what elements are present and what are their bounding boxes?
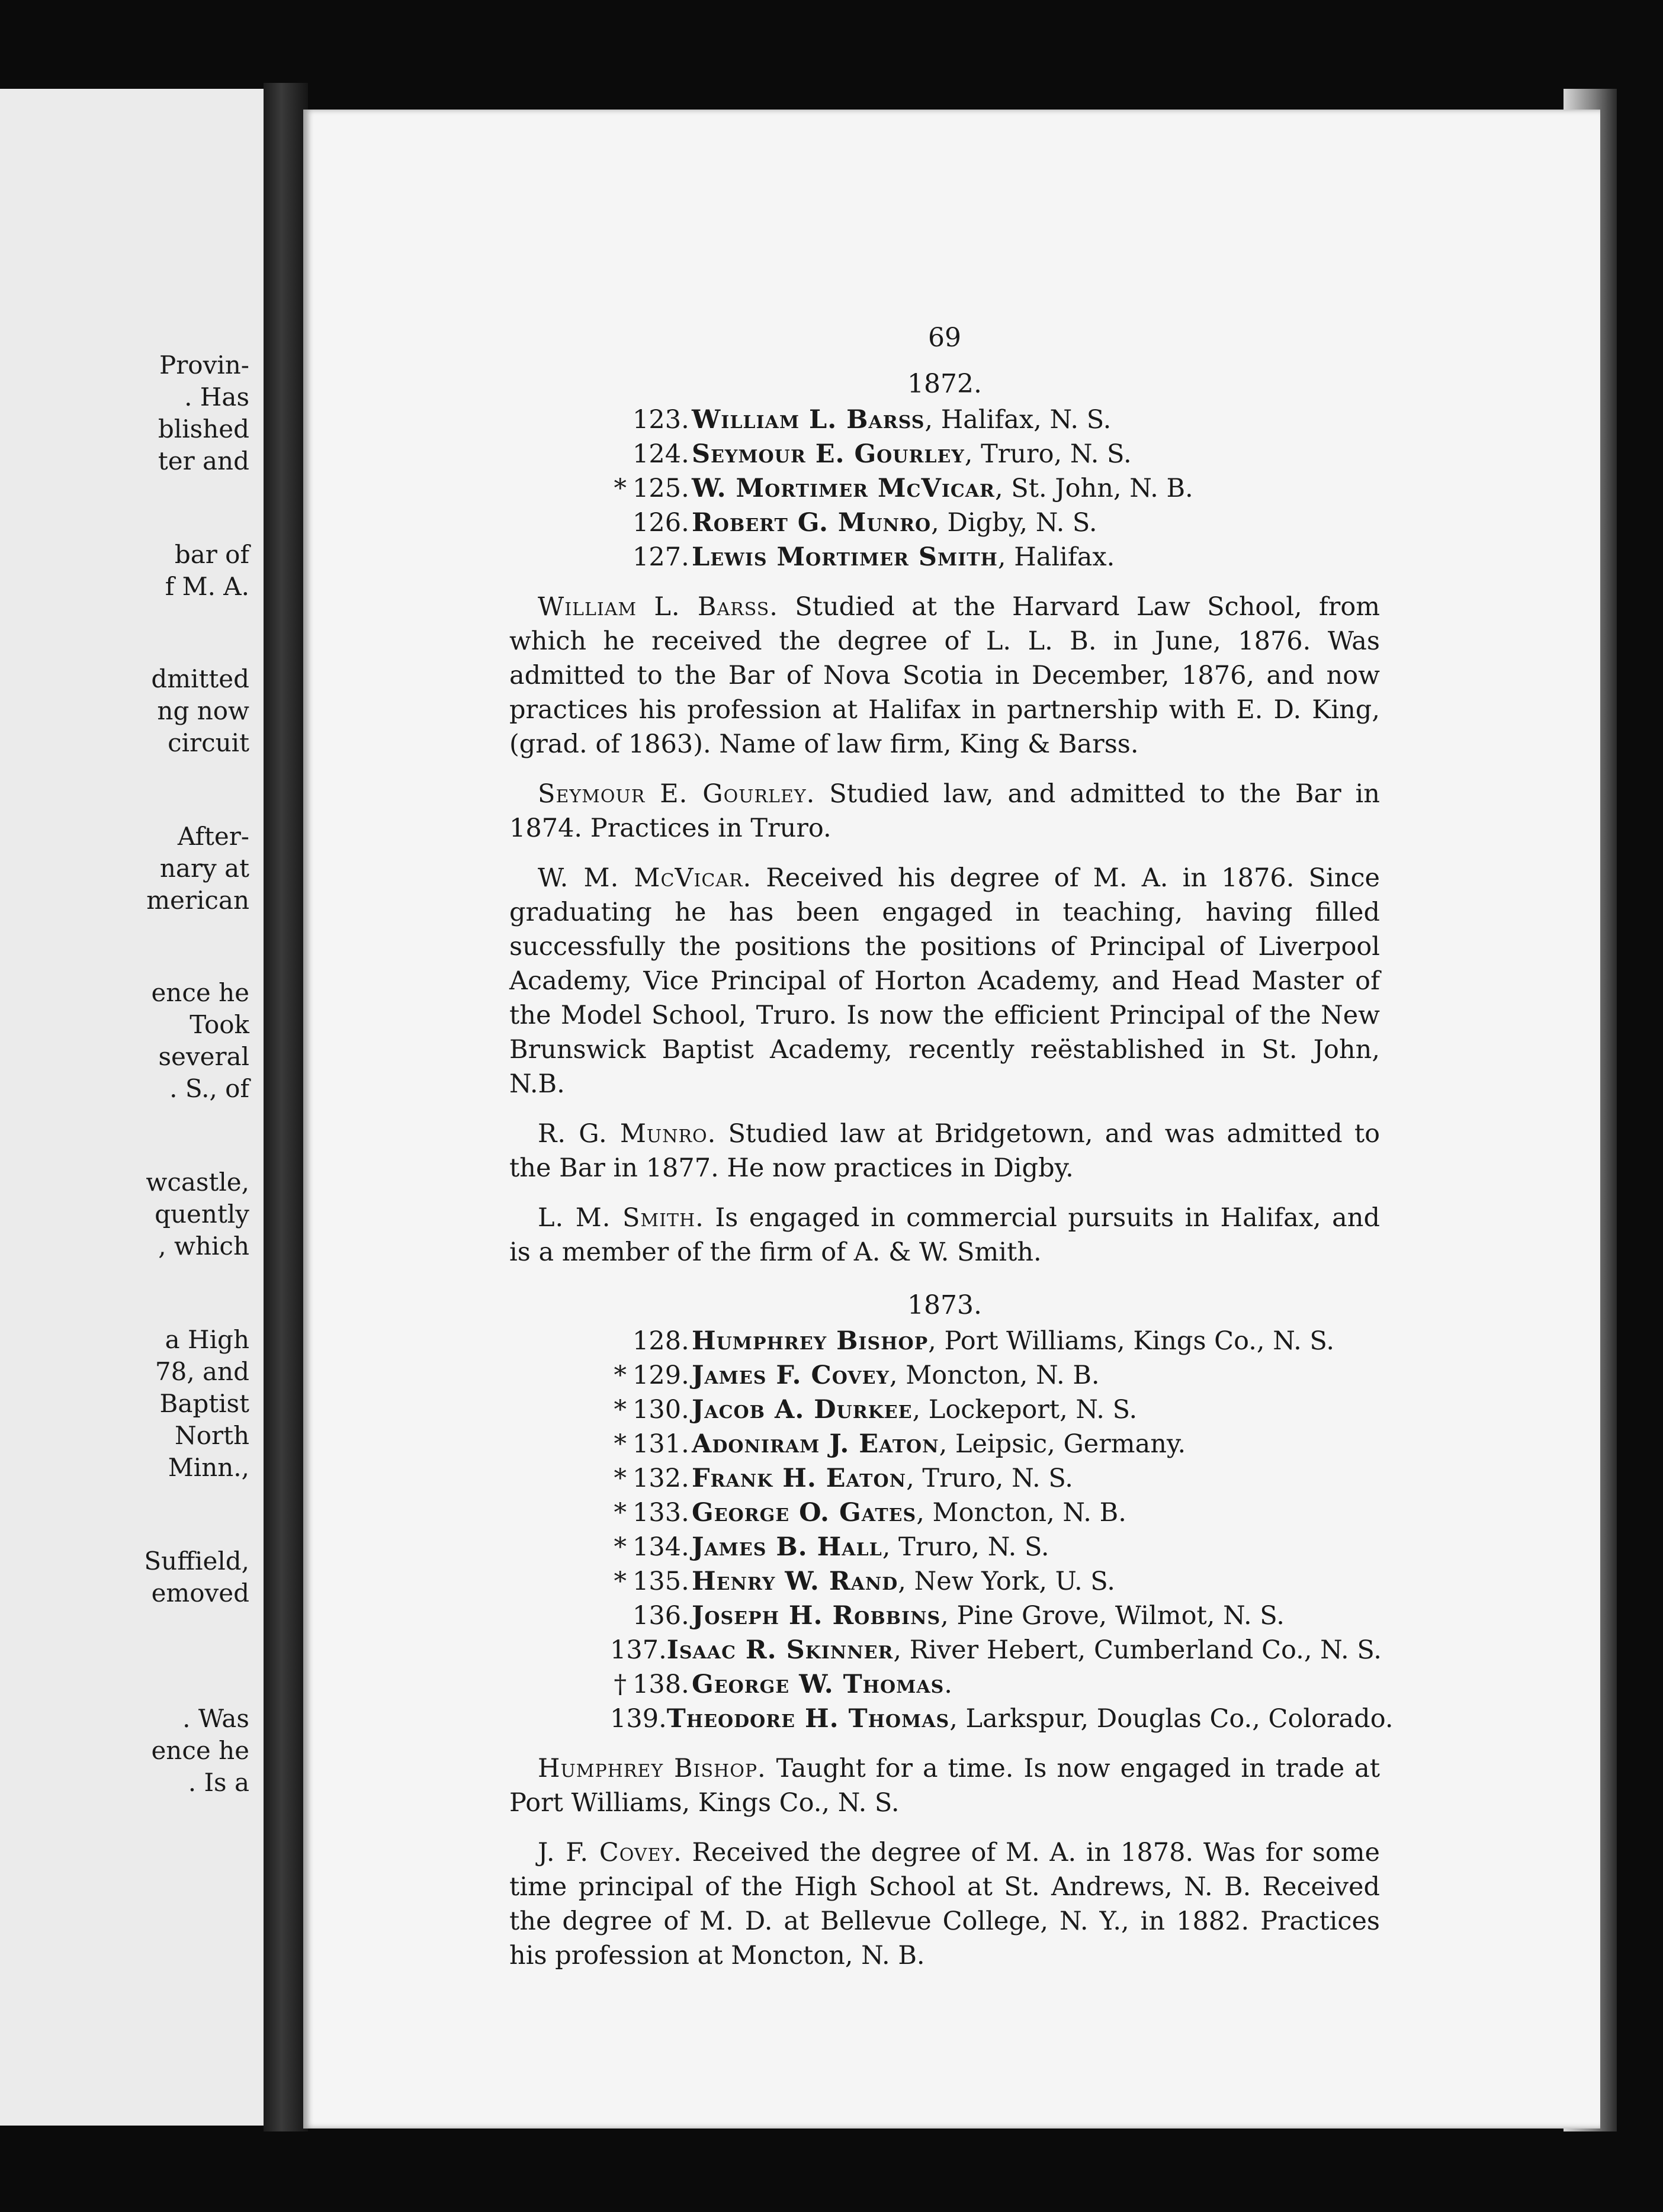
biography-paragraph: [509, 777, 1380, 845]
graduate-location: , Leipsic, Germany.: [939, 1429, 1186, 1459]
facing-page-text: ence he: [151, 1736, 249, 1765]
entry-mark: [604, 437, 633, 471]
entry-mark: *: [614, 1532, 627, 1562]
biography-name: W. M. McVicar.: [538, 863, 752, 893]
facing-page-text: Took: [190, 1010, 249, 1039]
entry-mark: *: [614, 1498, 627, 1528]
facing-page-text: ng now: [157, 696, 249, 725]
entry-number: 129.: [633, 1361, 689, 1390]
entry-mark: [604, 540, 633, 574]
facing-page-text: bar of: [174, 540, 249, 569]
graduate-location: , Truro, N. S.: [882, 1532, 1049, 1562]
facing-page-text: . S., of: [169, 1074, 249, 1103]
graduate-entry: [604, 506, 1380, 540]
graduate-entry: [604, 1530, 1380, 1564]
graduate-location: , Moncton, N. B.: [889, 1361, 1100, 1390]
facing-page-text: . Was: [182, 1704, 249, 1733]
entry-number: 130.: [633, 1395, 689, 1425]
graduate-location: , Truro, N. S.: [964, 439, 1132, 469]
graduate-name: Lewis Mortimer Smith: [692, 542, 998, 572]
entry-mark: [604, 403, 633, 437]
graduate-entry: [604, 1702, 1394, 1736]
biography-name: Seymour E. Gourley.: [538, 779, 816, 809]
graduate-entry: [604, 1393, 1380, 1427]
facing-page-text: quently: [155, 1200, 249, 1229]
facing-page-text: ence he: [151, 978, 249, 1007]
page-number: 69: [928, 323, 961, 353]
graduate-name: William L. Barss: [692, 405, 925, 435]
graduate-entry: [604, 1667, 1380, 1702]
entry-number: 139.: [610, 1704, 667, 1734]
graduate-name: Adoniram J. Eaton: [692, 1429, 939, 1459]
facing-page-text: Suffield,: [144, 1547, 249, 1576]
facing-page-text: f M. A.: [165, 572, 249, 601]
graduate-name: George W. Thomas: [692, 1670, 945, 1699]
facing-page-text: . Has: [184, 382, 249, 411]
entry-number: 136.: [633, 1601, 689, 1631]
book-gutter: [264, 83, 308, 2131]
graduate-name: Joseph H. Robbins: [692, 1601, 941, 1631]
graduate-location: , Pine Grove, Wilmot, N. S.: [940, 1601, 1285, 1631]
graduate-location: , Digby, N. S.: [931, 508, 1097, 538]
entry-mark: [604, 1599, 633, 1633]
entry-number: 126.: [633, 508, 689, 538]
entry-mark: †: [614, 1670, 627, 1699]
graduate-name: James B. Hall: [692, 1532, 882, 1562]
graduate-name: Robert G. Munro: [692, 508, 932, 538]
facing-page-text: emoved: [151, 1578, 249, 1607]
facing-page-text: several: [158, 1042, 249, 1071]
entry-number: 137.: [610, 1635, 667, 1665]
graduate-entry: [604, 403, 1380, 437]
biography-name: L. M. Smith.: [538, 1203, 704, 1233]
entry-mark: *: [614, 1361, 627, 1390]
entry-mark: *: [614, 1395, 627, 1425]
entry-number: 135.: [633, 1567, 689, 1596]
graduate-location: , River Hebert, Cumberland Co., N. S.: [893, 1635, 1382, 1665]
graduate-name: W. Mortimer McVicar: [692, 474, 995, 503]
entry-mark: *: [614, 474, 627, 503]
graduate-entry: [604, 1564, 1380, 1599]
biography-text: Studied law, and admitted to the Bar in 1874. Practices in Truro.: [509, 779, 1380, 843]
biography-name: William L. Barss.: [538, 592, 778, 622]
entry-number: 134.: [633, 1532, 689, 1562]
graduate-name: Isaac R. Skinner: [666, 1635, 894, 1665]
facing-page-text: 78, and: [155, 1357, 249, 1386]
graduate-location: , Halifax.: [997, 542, 1115, 572]
graduate-entry: [604, 1633, 1380, 1667]
biography-text: Studied at the Harvard Law School, from which he received the degree of L. L. B. in June, 1876. Was admitted to the Bar of Nova Scotia in December, 1876, and now practices his profession at Halifax in partnership with E. D. King, (grad. of 1863). Name of law firm, King & Barss.: [509, 592, 1380, 759]
entry-number: 123.: [633, 405, 689, 435]
sections: [509, 366, 1394, 1973]
page-content: [509, 320, 1394, 1973]
biography-name: Humphrey Bishop.: [538, 1754, 766, 1783]
facing-page-text: wcastle,: [146, 1168, 249, 1197]
entry-number: 127.: [633, 542, 689, 572]
facing-page-text: After-: [177, 822, 249, 851]
entry-number: 133.: [633, 1498, 689, 1528]
biography-text: Received his degree of M. A. in 1876. Since graduating he has been engaged in teaching, having filled successfully the positions the positions of Principal of Liverpool Academy, Vice Principal of Horton Academy, and Head Master of the Model School, Truro. Is now the efficient Principal of the New Brunswick Baptist Academy, recently reëstablished in St. John, N.B.: [509, 863, 1380, 1099]
graduate-entry: [604, 1599, 1380, 1633]
entry-number: 132.: [633, 1464, 689, 1493]
facing-page: [0, 89, 264, 2126]
year-section: [509, 366, 1380, 1269]
facing-page-text: circuit: [168, 728, 249, 757]
graduate-location: , New York, U. S.: [898, 1567, 1115, 1596]
graduate-name: James F. Covey: [692, 1361, 890, 1390]
graduate-name: Seymour E. Gourley: [692, 439, 965, 469]
graduate-entry: [604, 471, 1380, 506]
facing-page-text: . Is a: [188, 1768, 249, 1797]
entry-number: 124.: [633, 439, 689, 469]
graduate-location: , Port Williams, Kings Co., N. S.: [928, 1326, 1335, 1356]
entry-mark: *: [614, 1429, 627, 1459]
graduate-name: Henry W. Rand: [692, 1567, 898, 1596]
graduate-list: [604, 403, 1380, 574]
biography-paragraph: [509, 1201, 1380, 1269]
graduate-entry: [604, 1427, 1380, 1461]
graduate-location: , St. John, N. B.: [994, 474, 1193, 503]
entry-mark: *: [614, 1464, 627, 1493]
facing-page-text: dmitted: [151, 664, 249, 693]
entry-mark: [604, 1702, 610, 1736]
graduate-entry: [604, 540, 1380, 574]
facing-page-text: a High: [165, 1325, 249, 1354]
entry-mark: [604, 506, 633, 540]
graduate-list: [604, 1324, 1394, 1736]
graduate-name: George O. Gates: [692, 1498, 917, 1528]
graduate-entry: [604, 1496, 1380, 1530]
facing-page-text: , which: [158, 1232, 249, 1261]
graduate-entry: [604, 1461, 1380, 1496]
biography-paragraph: [509, 1835, 1380, 1973]
facing-page-text: ter and: [158, 446, 249, 475]
graduate-location: , Lockeport, N. S.: [912, 1395, 1138, 1425]
graduate-location: , Moncton, N. B.: [916, 1498, 1126, 1528]
entry-mark: [604, 1324, 633, 1358]
biography-paragraph: [509, 1117, 1380, 1185]
graduate-name: Jacob A. Durkee: [692, 1395, 913, 1425]
biography-name: J. F. Covey.: [538, 1838, 682, 1867]
graduate-name: Theodore H. Thomas: [666, 1704, 950, 1734]
facing-page-text: Minn.,: [168, 1453, 249, 1482]
biography-name: R. G. Munro.: [538, 1119, 717, 1149]
graduate-entry: [604, 437, 1380, 471]
facing-page-text: nary at: [159, 854, 249, 883]
biography-text: Studied law at Bridgetown, and was admitted to the Bar in 1877. He now practices in Digby.: [509, 1119, 1380, 1183]
facing-page-text: blished: [158, 414, 249, 443]
facing-page-text: North: [174, 1421, 249, 1450]
year-heading: 1873.: [907, 1290, 982, 1320]
biography-text: Is engaged in commercial pursuits in Halifax, and is a member of the firm of A. & W. Smith.: [509, 1203, 1380, 1267]
graduate-entry: [604, 1324, 1380, 1358]
biography-paragraph: [509, 590, 1380, 761]
entry-number: 125.: [633, 474, 689, 503]
graduate-location: , Truro, N. S.: [906, 1464, 1073, 1493]
graduate-location: , Halifax, N. S.: [924, 405, 1112, 435]
entry-number: 131.: [633, 1429, 689, 1459]
biography-paragraph: [509, 1751, 1380, 1820]
graduate-name: Frank H. Eaton: [692, 1464, 907, 1493]
graduate-location: .: [944, 1670, 952, 1699]
year-section: [509, 1287, 1394, 1973]
biography-text: Received the degree of M. A. in 1878. Was for some time principal of the High School at St. Andrews, N. B. Received the degree of M. D. at Bellevue College, N. Y., in 1882. Practices his profession at Moncton, N. B.: [509, 1838, 1380, 1970]
biography-text: Taught for a time. Is now engaged in trade at Port Williams, Kings Co., N. S.: [509, 1754, 1380, 1818]
entry-mark: *: [614, 1567, 627, 1596]
facing-page-text: merican: [146, 886, 249, 915]
entry-number: 128.: [633, 1326, 689, 1356]
year-heading: 1872.: [907, 369, 982, 399]
graduate-location: , Larkspur, Douglas Co., Colorado.: [949, 1704, 1394, 1734]
biography-paragraph: [509, 861, 1380, 1101]
facing-page-text: Provin-: [159, 351, 249, 380]
facing-page-text: Baptist: [159, 1389, 249, 1418]
entry-number: 138.: [633, 1670, 689, 1699]
graduate-name: Humphrey Bishop: [692, 1326, 929, 1356]
graduate-entry: [604, 1358, 1380, 1393]
entry-mark: [604, 1633, 610, 1667]
